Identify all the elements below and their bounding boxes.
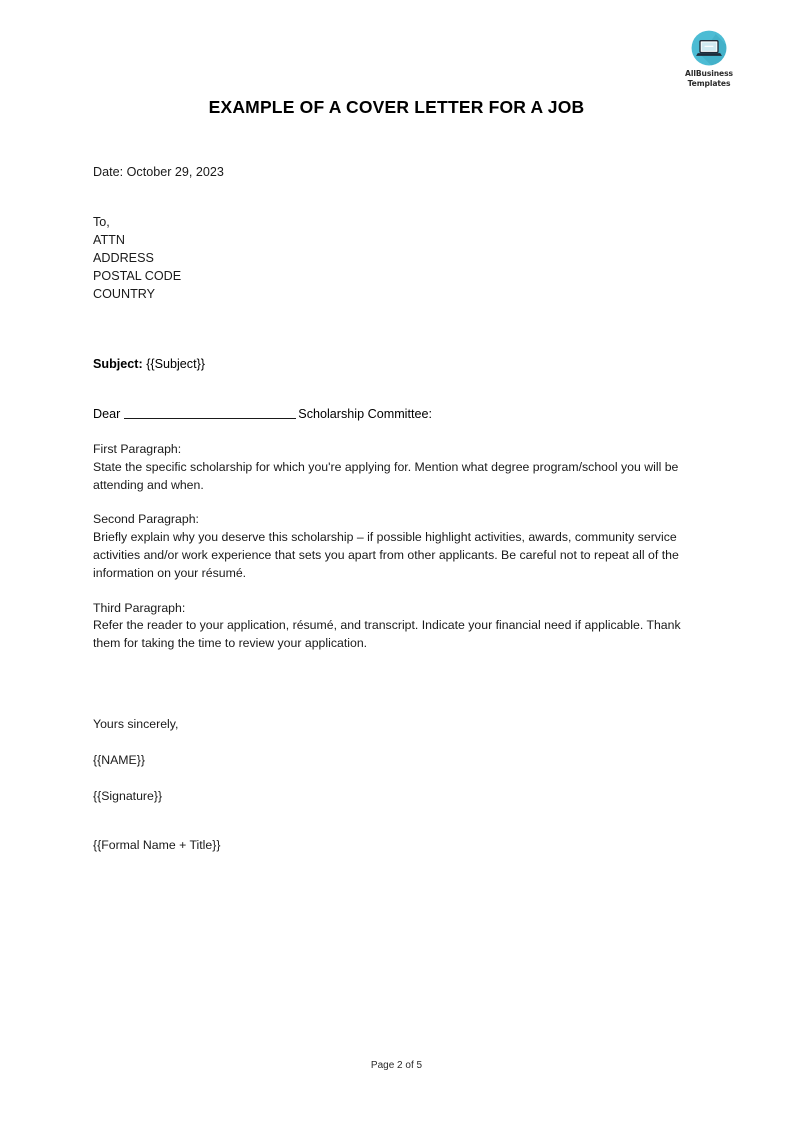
recipient-line-country: COUNTRY	[93, 287, 156, 301]
spacer-after-subject	[93, 373, 705, 405]
salutation-blank-field[interactable]	[124, 407, 296, 419]
signature-placeholder: {{Signature}}	[93, 788, 163, 803]
date-line: Date: October 29, 2023	[93, 165, 224, 179]
paragraph-label-first: First Paragraph:	[93, 442, 182, 456]
closing-line: Yours sincerely,	[93, 716, 179, 731]
recipient-line-attn: ATTN	[93, 233, 125, 247]
page-title: EXAMPLE OF A COVER LETTER FOR A JOB	[208, 97, 585, 117]
recipient-line-address: ADDRESS	[93, 251, 154, 265]
spacer-before-closing	[93, 670, 705, 716]
paragraph-label-second: Second Paragraph:	[93, 512, 199, 527]
formal-name-placeholder: {{Formal Name + Title}}	[93, 838, 221, 853]
salutation-row	[93, 405, 705, 423]
paragraph-label-third: Third Paragraph:	[93, 600, 186, 615]
paragraph-text-third: Refer the reader to your application, résumé, and transcript. Indicate your financial need if applicable. Thank them for taking the time to review your application.	[93, 618, 681, 651]
spacer-after-date	[93, 181, 705, 213]
letter-body	[93, 163, 705, 855]
spacer-after-salutation	[93, 423, 705, 441]
paragraph-block-first	[93, 441, 705, 494]
page-footer: Page 2 of 5	[370, 1060, 423, 1071]
logo-text-line2: Templates	[687, 78, 731, 88]
spacer-name-signature	[93, 770, 705, 788]
subject-value: {{Subject}}	[146, 357, 206, 371]
salutation-suffix: Scholarship Committee:	[298, 407, 432, 421]
subject-row	[93, 355, 705, 373]
logo-text-line1: AllBusiness	[685, 69, 733, 78]
recipient-line-to: To,	[93, 215, 110, 229]
recipient-block	[93, 213, 705, 303]
laptop-icon	[691, 30, 727, 66]
spacer-closing-name	[93, 734, 705, 752]
brand-logo	[673, 30, 745, 88]
recipient-line-postal-code: POSTAL CODE	[93, 269, 182, 283]
name-placeholder: {{NAME}}	[93, 752, 145, 767]
paragraph-block-second	[93, 511, 705, 582]
spacer-signature-formal	[93, 805, 705, 837]
salutation-prefix: Dear	[93, 407, 121, 421]
subject-label: Subject:	[93, 357, 143, 371]
paragraph-block-third	[93, 600, 705, 653]
spacer-after-recipient	[93, 303, 705, 355]
paragraph-text-second: Briefly explain why you deserve this scholarship – if possible highlight activities, awards, community service activities and/or work experience that sets you apart from other applicants. Be careful not to repeat all of the information on your résumé.	[93, 530, 679, 580]
paragraph-text-first: State the specific scholarship for which you're applying for. Mention what degree program/school you will be attending and when.	[93, 459, 679, 492]
